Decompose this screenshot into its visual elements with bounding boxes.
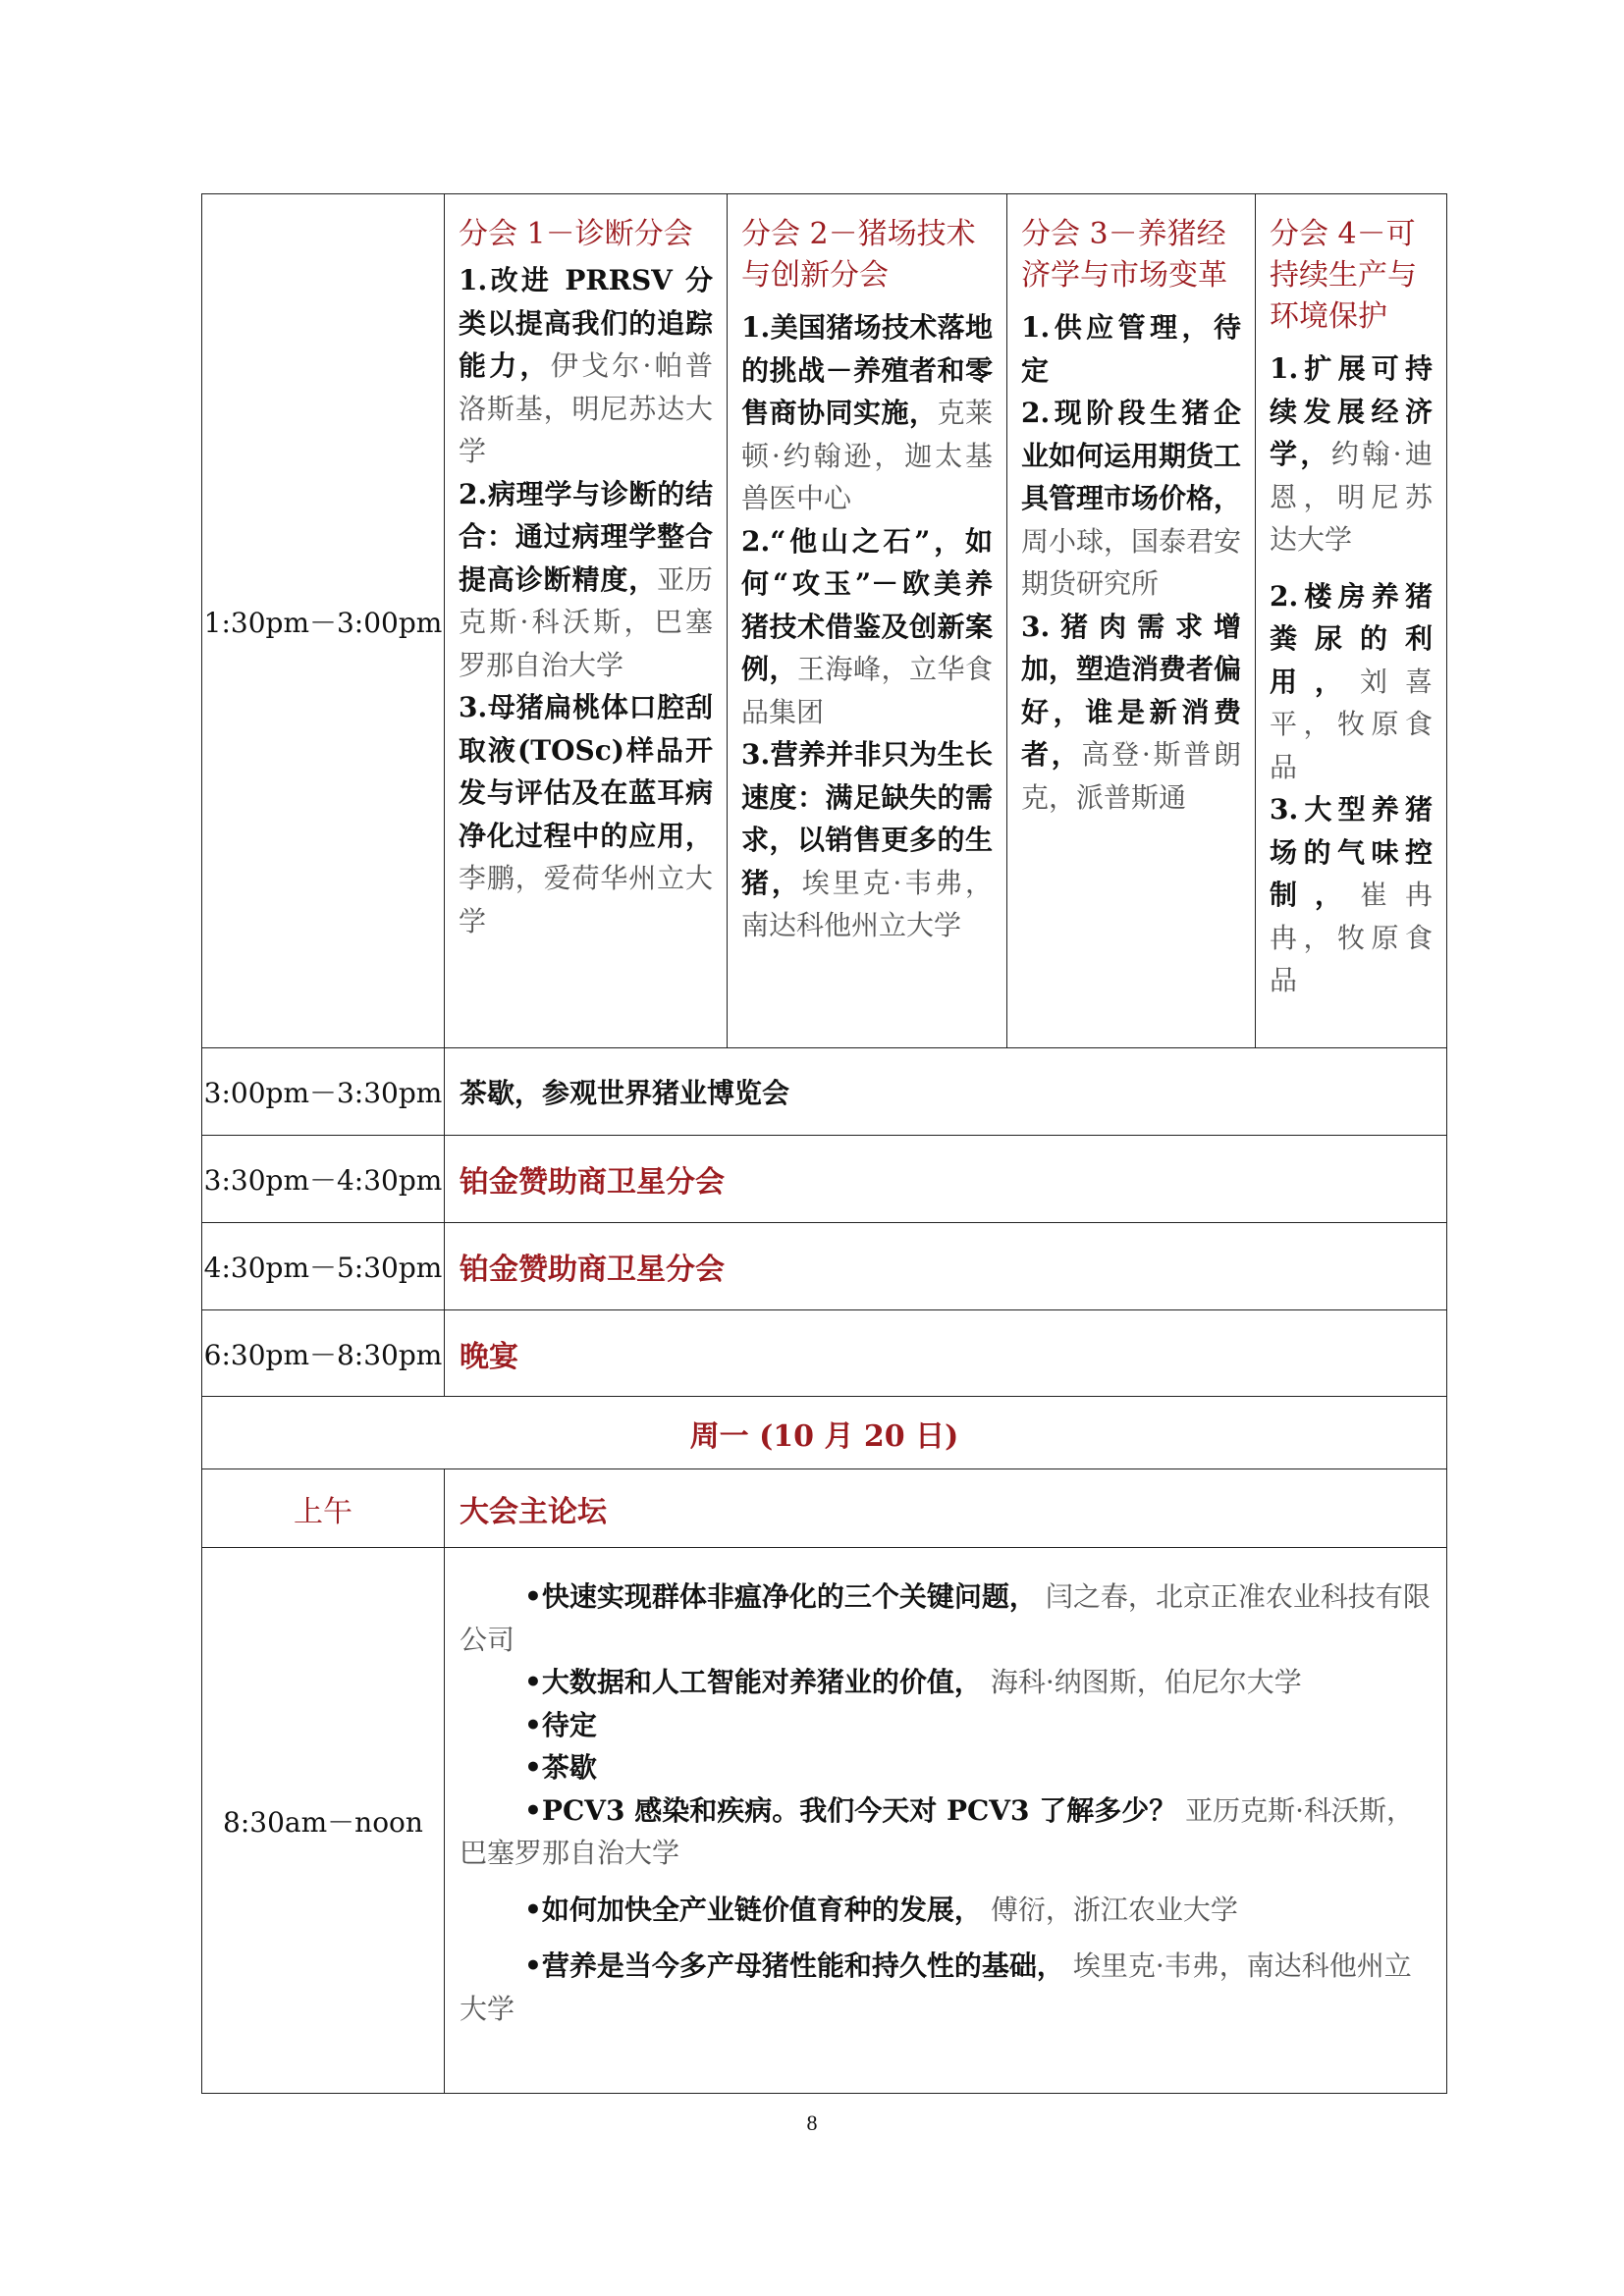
schedule-table xyxy=(201,193,1447,2094)
page-number: 8 xyxy=(806,2110,818,2135)
plenary-item xyxy=(460,1945,1433,2030)
afternoon-sessions-row xyxy=(202,194,1447,1048)
talk-title: •营养是当今多产母猪性能和持久性的基础， xyxy=(524,1949,1064,1982)
session-3-cell xyxy=(1007,194,1256,1048)
talk-title: 2.楼房养猪粪尿的利用， xyxy=(1270,579,1433,698)
plenary-item xyxy=(460,1746,1433,1789)
session-title: 分会 3－养猪经济学与市场变革 xyxy=(1021,217,1227,293)
dinner-row xyxy=(202,1310,1447,1397)
day-header-row xyxy=(202,1397,1447,1469)
talk-title: 1.扩展可持续发展经济学， xyxy=(1270,352,1433,470)
talk-title: 1.美国猪场技术落地的挑战－养殖者和零售商协同实施， xyxy=(741,311,993,429)
break-label: 茶歇，参观世界猪业博览会 xyxy=(445,1048,1447,1136)
talk-title: 1.改进 PRRSV 分类以提高我们的追踪能力， xyxy=(459,264,713,382)
session-2-cell xyxy=(728,194,1007,1048)
session-1-cell xyxy=(445,194,728,1048)
session-4-cell xyxy=(1256,194,1447,1048)
time-cell: 3:30pm－4:30pm xyxy=(202,1136,445,1223)
speaker: 傅衍，浙江农业大学 xyxy=(990,1893,1238,1926)
talk-title: •待定 xyxy=(524,1708,597,1741)
talk-title: •PCV3 感染和疾病。我们今天对 PCV3 了解多少？ xyxy=(524,1793,1177,1827)
plenary-item xyxy=(460,1704,1433,1747)
talk-title: 2.病理学与诊断的结合：通过病理学整合提高诊断精度， xyxy=(459,477,713,596)
talk-title: •大数据和人工智能对养猪业的价值， xyxy=(524,1666,982,1698)
speaker: 闫之春，北京正准农业科技有限公司 xyxy=(460,1580,1431,1656)
satellite-label: 铂金赞助商卫星分会 xyxy=(445,1136,1447,1223)
speaker: 伊戈尔·帕普洛斯基，明尼苏达大学 xyxy=(459,349,713,467)
speaker: 埃里克·韦弗，南达科他州立大学 xyxy=(460,1949,1412,2025)
talk-title: 3.母猪扁桃体口腔刮取液(TOSc)样品开发与评估及在蓝耳病净化过程中的应用， xyxy=(459,691,713,852)
break-row xyxy=(202,1048,1447,1136)
satellite-row-2 xyxy=(202,1223,1447,1310)
speaker: 周小球，国泰君安期货研究所 xyxy=(1021,524,1242,600)
speaker: 埃里克·韦弗，南达科他州立大学 xyxy=(741,866,993,941)
speaker: 海科·纳图斯，伯尼尔大学 xyxy=(990,1666,1302,1698)
talk-title: •如何加快全产业链价值育种的发展， xyxy=(524,1893,982,1926)
day-header: 周一 (10 月 20 日) xyxy=(202,1397,1447,1469)
time-cell: 3:00pm－3:30pm xyxy=(202,1048,445,1136)
satellite-label: 铂金赞助商卫星分会 xyxy=(445,1223,1447,1310)
plenary-item xyxy=(460,1661,1433,1704)
dinner-label: 晚宴 xyxy=(445,1310,1447,1397)
speaker: 克莱顿·约翰逊，迦太基兽医中心 xyxy=(741,397,993,514)
session-title: 分会 4－可持续生产与环境保护 xyxy=(1270,217,1417,334)
talk-title: •快速实现群体非瘟净化的三个关键问题， xyxy=(524,1580,1037,1613)
forum-label: 大会主论坛 xyxy=(445,1469,1447,1548)
speaker: 王海峰，立华食品集团 xyxy=(741,653,993,728)
speaker: 高登·斯普朗克，派普斯通 xyxy=(1021,738,1241,814)
speaker: 李鹏，爱荷华州立大学 xyxy=(459,862,713,937)
speaker: 约翰·迪恩，明尼苏达大学 xyxy=(1270,438,1433,556)
talk-title: 3.营养并非只为生长速度：满足缺失的需求，以销售更多的生猪， xyxy=(741,738,993,899)
plenary-item xyxy=(460,1575,1433,1661)
time-cell: 6:30pm－8:30pm xyxy=(202,1310,445,1397)
talk-title: •茶歇 xyxy=(524,1751,597,1784)
plenary-item xyxy=(460,1889,1433,1932)
morning-row xyxy=(202,1469,1447,1548)
talk-title: 2.现阶段生猪企业如何运用期货工具管理市场价格， xyxy=(1021,397,1242,514)
session-title: 分会 2－猪场技术与创新分会 xyxy=(741,217,976,293)
session-title: 分会 1－诊断分会 xyxy=(459,217,693,251)
speaker: 亚历克斯·科沃斯，巴塞罗那自治大学 xyxy=(460,1793,1415,1869)
talk-title: 2.“他山之石”，如何“攻玉”－欧美养猪技术借鉴及创新案例， xyxy=(741,524,993,685)
speaker: 刘喜平，牧原食品 xyxy=(1270,665,1433,783)
speaker: 亚历克斯·科沃斯，巴塞罗那自治大学 xyxy=(459,562,713,681)
plenary-row xyxy=(202,1548,1447,2094)
talk-title: 3.猪肉需求增加，塑造消费者偏好，谁是新消费者， xyxy=(1021,610,1242,771)
period-cell: 上午 xyxy=(202,1469,445,1548)
talk-title: 3.大型养猪场的气味控制， xyxy=(1270,793,1433,911)
plenary-cell xyxy=(445,1548,1447,2094)
time-cell: 1:30pm－3:00pm xyxy=(202,194,445,1048)
time-cell: 4:30pm－5:30pm xyxy=(202,1223,445,1310)
plenary-item xyxy=(460,1789,1433,1875)
time-cell: 8:30am－noon xyxy=(202,1548,445,2094)
satellite-row-1 xyxy=(202,1136,1447,1223)
speaker: 崔冉冉，牧原食品 xyxy=(1270,879,1433,996)
talk-title: 1.供应管理，待定 xyxy=(1021,311,1241,387)
